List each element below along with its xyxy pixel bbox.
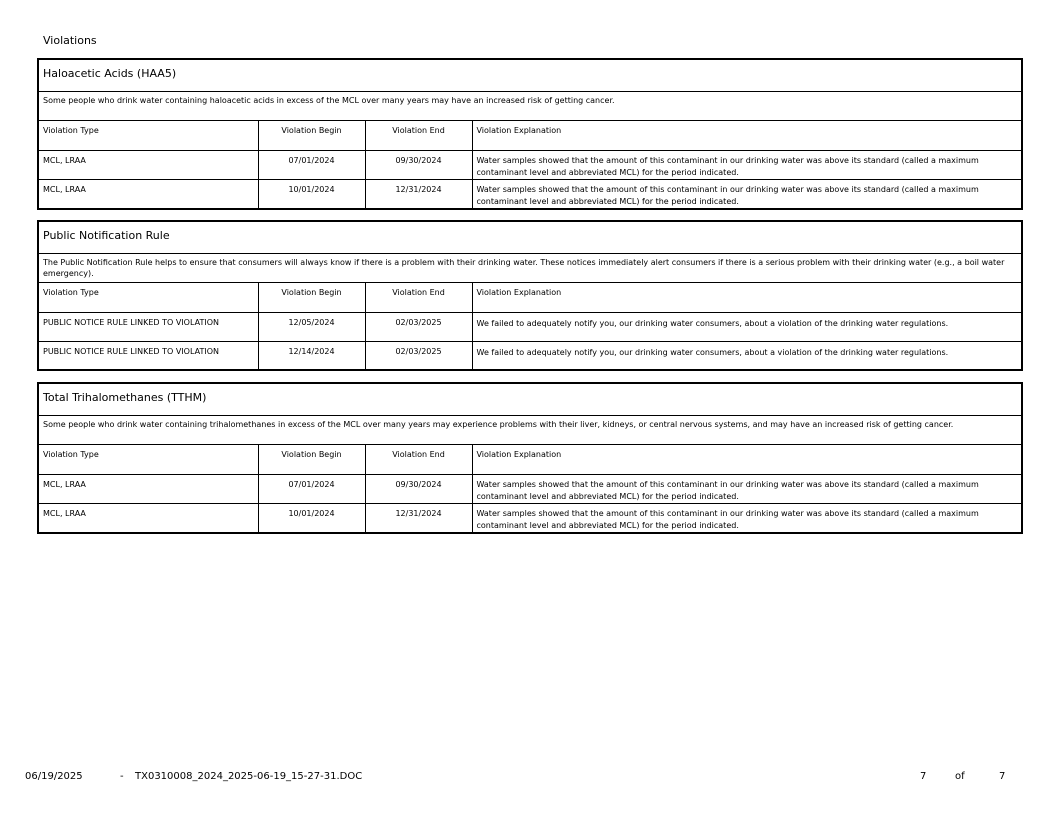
violation-begin: 12/05/2024 xyxy=(258,312,365,341)
column-header-begin: Violation Begin xyxy=(258,445,365,474)
table-header-row xyxy=(39,283,1021,312)
column-header-type: Violation Type xyxy=(39,283,258,312)
violation-end: 02/03/2025 xyxy=(365,312,472,341)
footer-separator: - xyxy=(120,771,124,782)
section-title: Total Trihalomethanes (TTHM) xyxy=(39,384,1021,416)
violation-explanation: We failed to adequately notify you, our drinking water consumers, about a violation of the drinking water regulations. xyxy=(476,347,949,357)
footer-date: 06/19/2025 xyxy=(25,771,83,782)
violation-end: 09/30/2024 xyxy=(365,474,472,503)
violations-table xyxy=(39,283,1021,369)
column-header-end: Violation End xyxy=(365,121,472,150)
violation-explanation: Water samples showed that the amount of this contaminant in our drinking water was above its standard (called a maximum contaminant level and abbreviated MCL) for the period indicated. xyxy=(472,474,1021,503)
column-header-explanation: Violation Explanation xyxy=(472,283,1021,312)
violation-type: PUBLIC NOTICE RULE LINKED TO VIOLATION xyxy=(39,312,258,341)
violation-type: MCL, LRAA xyxy=(39,503,258,532)
footer-page-total: 7 xyxy=(999,771,1006,782)
violation-end: 12/31/2024 xyxy=(365,503,472,532)
violation-begin: 07/01/2024 xyxy=(258,150,365,179)
table-row xyxy=(39,179,1021,208)
violation-begin: 10/01/2024 xyxy=(258,179,365,208)
column-header-explanation: Violation Explanation xyxy=(472,121,1021,150)
column-header-explanation: Violation Explanation xyxy=(472,445,1021,474)
table-header-row xyxy=(39,445,1021,474)
footer-page-number: 7 xyxy=(920,771,927,782)
page-heading: Violations xyxy=(43,34,97,47)
violation-begin: 12/14/2024 xyxy=(258,341,365,369)
violation-section-haa5 xyxy=(37,58,1023,210)
violation-type: MCL, LRAA xyxy=(39,474,258,503)
violation-begin: 07/01/2024 xyxy=(258,474,365,503)
column-header-end: Violation End xyxy=(365,283,472,312)
table-row xyxy=(39,503,1021,532)
column-header-begin: Violation Begin xyxy=(258,283,365,312)
violation-explanation: We failed to adequately notify you, our drinking water consumers, about a violation of the drinking water regulations. xyxy=(472,312,1021,341)
violation-end: 12/31/2024 xyxy=(365,179,472,208)
violation-section-tthm xyxy=(37,382,1023,534)
column-header-begin: Violation Begin xyxy=(258,121,365,150)
table-row xyxy=(39,474,1021,503)
section-title: Haloacetic Acids (HAA5) xyxy=(39,60,1021,92)
table-row xyxy=(39,312,1021,341)
footer-filename: TX0310008_2024_2025-06-19_15-27-31.DOC xyxy=(135,771,363,782)
violation-explanation: Water samples showed that the amount of this contaminant in our drinking water was above its standard (called a maximum contaminant level and abbreviated MCL) for the period indicated. xyxy=(472,150,1021,179)
violations-table xyxy=(39,121,1021,208)
section-title: Public Notification Rule xyxy=(39,222,1021,254)
table-row xyxy=(39,341,1021,369)
violation-explanation: Water samples showed that the amount of this contaminant in our drinking water was above its standard (called a maximum contaminant level and abbreviated MCL) for the period indicated. xyxy=(476,184,979,206)
violation-explanation: Water samples showed that the amount of this contaminant in our drinking water was above its standard (called a maximum contaminant level and abbreviated MCL) for the period indicated. xyxy=(476,508,979,530)
section-description: Some people who drink water containing trihalomethanes in excess of the MCL over many years may experience problems with their liver, kidneys, or central nervous systems, and may have an increased risk of getting cancer. xyxy=(39,416,1021,445)
violation-type: PUBLIC NOTICE RULE LINKED TO VIOLATION xyxy=(39,341,258,369)
section-description: Some people who drink water containing haloacetic acids in excess of the MCL over many years may have an increased risk of getting cancer. xyxy=(39,92,1021,121)
column-header-end: Violation End xyxy=(365,445,472,474)
violation-begin: 10/01/2024 xyxy=(258,503,365,532)
violation-section-public-notification xyxy=(37,220,1023,371)
column-header-type: Violation Type xyxy=(39,121,258,150)
section-description: The Public Notification Rule helps to ensure that consumers will always know if there is a problem with their drinking water. These notices immediately alert consumers if there is a serious problem with their drinking water (e.g., a boil water emergency). xyxy=(39,254,1021,283)
violation-type: MCL, LRAA xyxy=(39,179,258,208)
footer-of-label: of xyxy=(955,771,965,782)
table-row xyxy=(39,150,1021,179)
violation-end: 02/03/2025 xyxy=(365,341,472,369)
table-header-row xyxy=(39,121,1021,150)
violations-table xyxy=(39,445,1021,532)
column-header-type: Violation Type xyxy=(39,445,258,474)
violation-type: MCL, LRAA xyxy=(39,150,258,179)
violation-end: 09/30/2024 xyxy=(365,150,472,179)
